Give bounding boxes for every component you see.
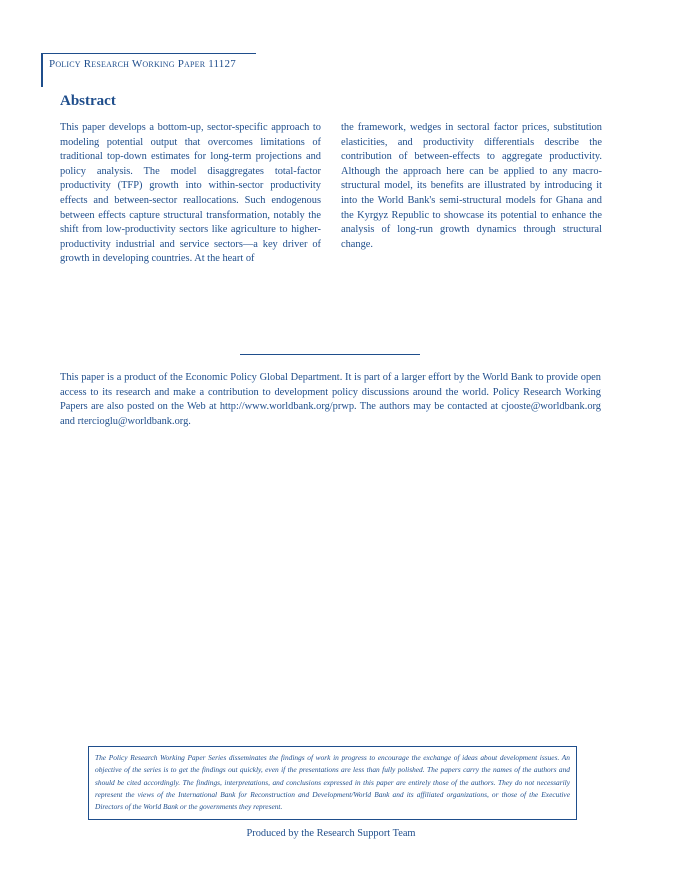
product-note: This paper is a product of the Economic Policy Global Department. It is part of a larger effort by the World Bank to provide open access to its research and make a contribution to development policy discussions around the world. Policy Research Working Papers are also posted on the Web at http://www.worldbank.org/prwp. The authors may be contacted at cjooste@worldbank.org and rtercioglu@worldbank.org. bbox=[60, 372, 601, 427]
abstract-column-2: the framework, wedges in sectoral factor prices, substitution elasticities, and productivity differentials describe the contribution of between-effects to aggregate productivity. Although the approach here can be applied to any macro-structural model, its benefits are illustrated by introducing it into the World Bank's semi-structural models for Ghana and the Kyrgyz Republic to showcase its potential to enhance the analysis of long-run growth dynamics through structural change. bbox=[341, 122, 602, 250]
disclaimer-box bbox=[88, 746, 577, 820]
produced-by-credit: Produced by the Research Support Team bbox=[246, 828, 416, 839]
abstract-column-1: This paper develops a bottom-up, sector-specific approach to modeling potential output that overcomes limitations of traditional top-down estimates for long-term projections and policy analysis. The model disaggregates total-factor productivity (TFP) growth into within-sector productivity effects and between-sector reallocations. Such endogenous between effects capture structural transformation, notably the shift from low-productivity sectors like agriculture to higher-productivity industrial and service sectors—a key driver of growth in developing countries. At the heart of bbox=[60, 122, 321, 265]
series-label: Policy Research Working Paper 11127 bbox=[49, 58, 236, 70]
abstract-heading: Abstract bbox=[60, 93, 116, 109]
series-header-frame bbox=[41, 53, 256, 87]
section-divider bbox=[240, 354, 420, 355]
disclaimer-text: The Policy Research Working Paper Series disseminates the findings of work in progress to encourage the exchange of ideas about development issues. An objective of the series is to get the findings out quickly, even if the presentations are less than fully polished. The papers carry the names of the authors and should be cited accordingly. The findings, interpretations, and conclusions expressed in this paper are entirely those of the authors. They do not necessarily represent the views of the International Bank for Reconstruction and Development/World Bank and its affiliated organizations, or those of the Executive Directors of the World Bank or the governments they represent. bbox=[95, 753, 570, 812]
